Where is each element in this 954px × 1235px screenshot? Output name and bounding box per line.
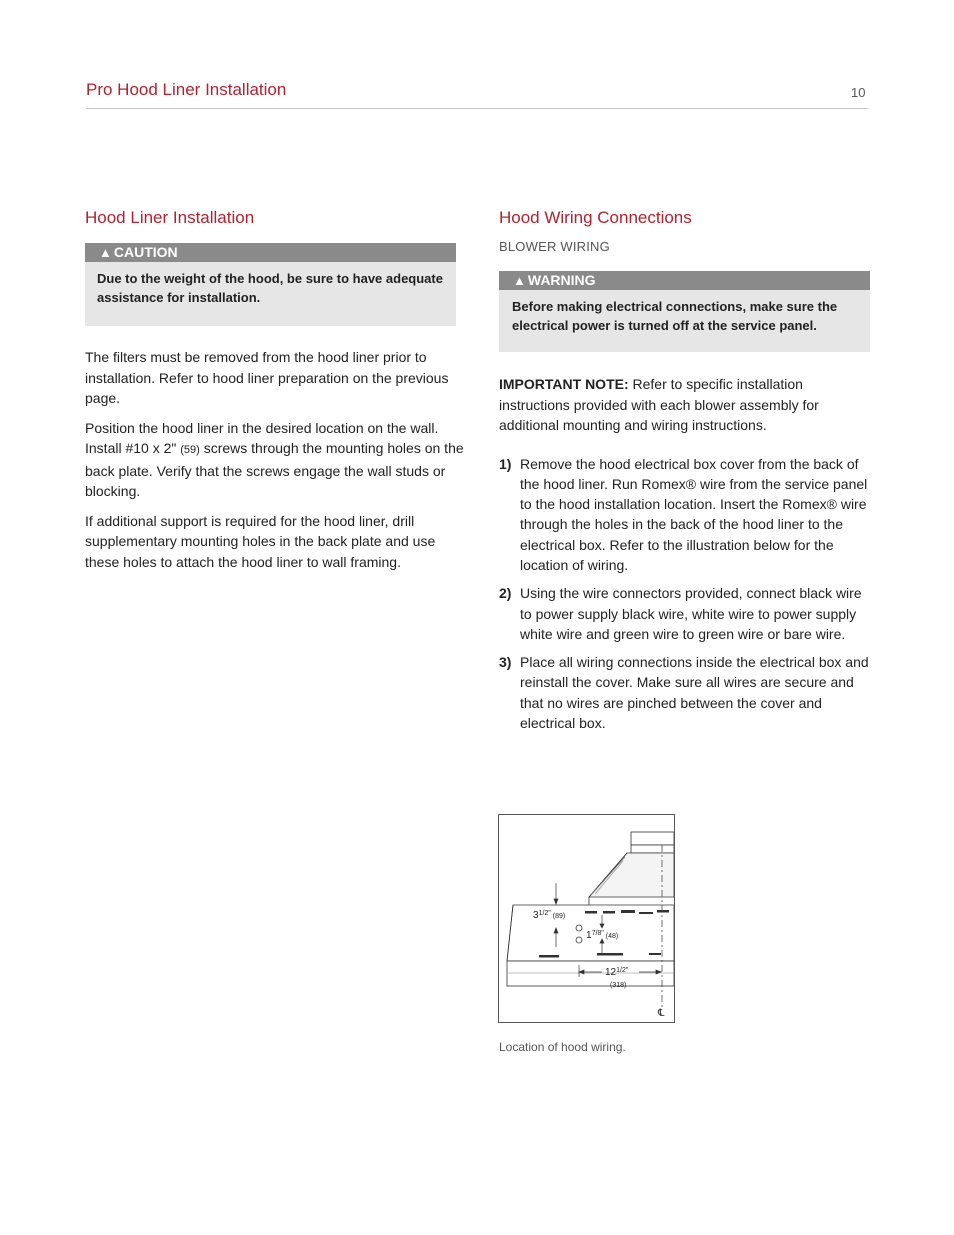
dim3-metric: (318): [610, 982, 627, 989]
caution-text: Due to the weight of the hood, be sure to have adequate assistance for installation.: [97, 271, 443, 305]
caution-label: CAUTION: [113, 244, 178, 260]
left-column: [85, 207, 465, 572]
step-number: 1): [499, 455, 512, 472]
hood-wiring-diagram: [498, 814, 675, 1023]
warning-triangle-icon: ▲: [99, 245, 112, 260]
centerline-symbol: ℄: [658, 1008, 665, 1019]
warning-bar: [499, 271, 870, 290]
list-item: [499, 454, 877, 576]
list-item: [499, 583, 877, 644]
important-note-text: Refer to specific installation instructions provided with each blower assembly for additional mounting and wiring instructions.: [499, 376, 819, 433]
dim3-frac: 1/2": [616, 967, 629, 974]
page-number: 10: [851, 85, 866, 100]
diagram-caption: Location of hood wiring.: [499, 1040, 626, 1054]
hood-wiring-illustration: [499, 815, 674, 1022]
step-number: 2): [499, 585, 512, 602]
caution-bar: [85, 243, 456, 262]
dim2-metric: (48): [605, 933, 619, 940]
dim1-frac: 1/2": [538, 910, 551, 917]
dim1-metric: (89): [552, 913, 566, 920]
steps-list: [499, 454, 877, 734]
dim1-whole: 3: [533, 910, 539, 921]
warning-label: WARNING: [527, 272, 596, 288]
paragraph-position-text-2: screws through the mounting holes on the back plate. Verify that the screws engage the wall studs or blocking.: [85, 440, 464, 499]
dim2-whole: 1: [586, 930, 592, 941]
paragraph-filters: The filters must be removed from the hood liner prior to installation. Refer to hood liner preparation on the previous page.: [85, 349, 449, 406]
subheading-blower-wiring: BLOWER WIRING: [499, 239, 610, 254]
warning-box: [499, 271, 870, 352]
dim2-frac: 7/8": [591, 930, 604, 937]
step-number: 3): [499, 654, 512, 671]
paragraph-additional-support: If additional support is required for the hood liner, drill supplementary mounting holes in the back plate and use these holes to attach the hood liner to wall framing.: [85, 512, 436, 570]
header-divider: [86, 108, 868, 109]
important-note: [499, 374, 864, 436]
step-text: Using the wire connectors provided, connect black wire to power supply black wire, white wire to power supply white wire and green wire to green wire or bare wire.: [520, 585, 862, 642]
dim3-whole: 12: [605, 967, 617, 978]
paragraph-position: [85, 418, 465, 502]
warning-triangle-icon: ▲: [513, 273, 526, 288]
caution-box: [85, 243, 456, 326]
section-heading-hood-wiring: Hood Wiring Connections: [499, 208, 692, 227]
list-item: [499, 652, 877, 733]
warning-text: Before making electrical connections, make sure the electrical power is turned off at the service panel.: [512, 299, 838, 333]
step-text: Remove the hood electrical box cover from the back of the hood liner. Run Romex® wire from the service panel to the hood installation location. Insert the Romex® wire through the holes in the back of the hood liner to the electrical box. Refer to the illustration below for the location of wiring.: [520, 455, 868, 573]
metric-59: (59): [180, 444, 200, 456]
right-column: [499, 207, 877, 733]
important-note-label: IMPORTANT NOTE:: [499, 376, 629, 392]
paragraph-position-text: Position the hood liner in the desired location on the wall. Install #10 x 2": [85, 419, 439, 456]
page-header-title: Pro Hood Liner Installation: [86, 80, 287, 99]
section-heading-hood-liner-installation: Hood Liner Installation: [85, 208, 255, 227]
step-text: Place all wiring connections inside the electrical box and reinstall the cover. Make sure all wires are secure and that no wires are pinched between the cover and electrical box.: [520, 654, 869, 732]
